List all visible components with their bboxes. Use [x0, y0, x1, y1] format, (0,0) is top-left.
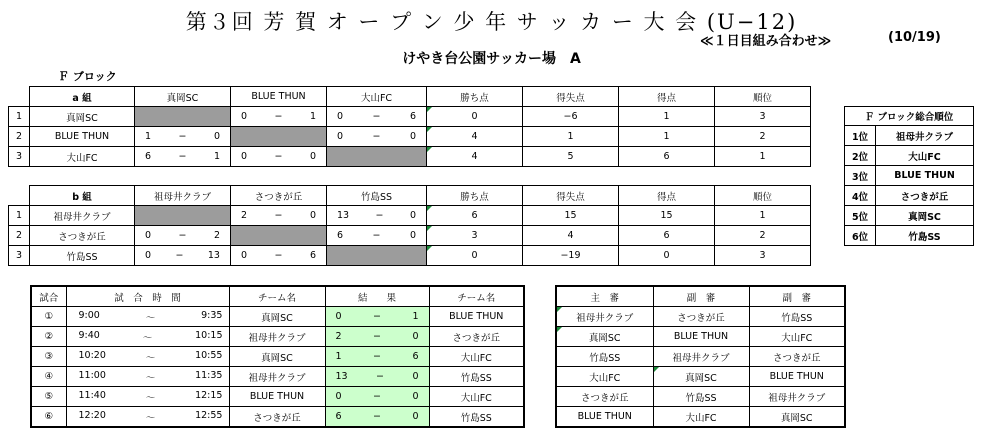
goal-diff-cell: 15 [523, 206, 619, 226]
row-number: 1 [9, 206, 30, 226]
away-team: 竹島SS [429, 367, 524, 387]
header-match: 試合 [31, 286, 66, 307]
overall-rank: 6位 [845, 226, 876, 246]
table-row [9, 206, 811, 226]
score-cell: 6 − 1 [135, 147, 231, 167]
header-team2: チーム名 [429, 286, 524, 307]
score-cell: 0 − 6 [327, 107, 427, 127]
rank-cell: 2 [715, 127, 811, 147]
match-result: 0 − 1 [325, 307, 429, 327]
page-subtitle: ≪１日目組み合わせ≫ [700, 34, 832, 49]
chief-referee: 大山FC [556, 367, 653, 387]
self-cell [231, 226, 327, 246]
header-goals: 得点 [619, 87, 715, 107]
assistant-referee: 真岡SC [653, 367, 749, 387]
group-a-label: a 組 [30, 87, 135, 107]
team-name: 祖母井クラブ [30, 206, 135, 226]
header-goals: 得点 [619, 186, 715, 206]
table-row [31, 307, 524, 327]
table-row [556, 367, 845, 387]
assistant-referee: 竹島SS [653, 387, 749, 407]
match-number: ⑤ [31, 387, 66, 407]
team-name: BLUE THUN [30, 127, 135, 147]
table-row [845, 146, 974, 166]
assistant-referee: BLUE THUN [653, 327, 749, 347]
self-cell [231, 127, 327, 147]
assistant-referee: さつきが丘 [749, 347, 845, 367]
table-row [9, 127, 811, 147]
header-result: 結 果 [325, 286, 429, 307]
block-label: Ｆ ブロック [58, 70, 117, 83]
self-cell [327, 147, 427, 167]
overall-rank: 1位 [845, 126, 876, 146]
match-time: 9:00 〜 9:35 [66, 307, 229, 327]
goal-diff-cell: −19 [523, 246, 619, 266]
overall-team: BLUE THUN [876, 166, 974, 186]
assistant-referee: 真岡SC [749, 407, 845, 428]
goal-diff-cell: 4 [523, 226, 619, 246]
home-team: さつきが丘 [229, 407, 325, 428]
table-row [845, 226, 974, 246]
points-cell: 0 [427, 246, 523, 266]
rank-cell: 2 [715, 226, 811, 246]
match-number: ⑥ [31, 407, 66, 428]
match-number: ② [31, 327, 66, 347]
overall-team: 祖母井クラブ [876, 126, 974, 146]
table-row [556, 327, 845, 347]
home-team: BLUE THUN [229, 387, 325, 407]
goal-diff-cell: 5 [523, 147, 619, 167]
rank-cell: 1 [715, 147, 811, 167]
points-cell: 0 [427, 107, 523, 127]
table-row [845, 126, 974, 146]
table-row [9, 246, 811, 266]
schedule-table [30, 285, 525, 428]
team-name: 真岡SC [30, 107, 135, 127]
away-team: 大山FC [429, 347, 524, 367]
referee-table [555, 285, 846, 428]
table-row [845, 206, 974, 226]
header-assistant-referee: 副 審 [653, 286, 749, 307]
match-time: 10:20 〜 10:55 [66, 347, 229, 367]
row-number: 3 [9, 246, 30, 266]
row-number: 1 [9, 107, 30, 127]
overall-team: さつきが丘 [876, 186, 974, 206]
overall-rank: 4位 [845, 186, 876, 206]
header-chief-referee: 主 審 [556, 286, 653, 307]
group-b-col-team: さつきが丘 [231, 186, 327, 206]
match-result: 13 − 0 [325, 367, 429, 387]
chief-referee: 真岡SC [556, 327, 653, 347]
goals-cell: 1 [619, 127, 715, 147]
match-time: 11:40 〜 12:15 [66, 387, 229, 407]
match-number: ① [31, 307, 66, 327]
points-cell: 3 [427, 226, 523, 246]
score-cell: 0 − 0 [327, 127, 427, 147]
group-b-table [8, 185, 811, 266]
chief-referee: 祖母井クラブ [556, 307, 653, 327]
header-rank: 順位 [715, 87, 811, 107]
header-goal-diff: 得失点 [523, 186, 619, 206]
score-cell: 13 − 0 [327, 206, 427, 226]
rank-cell: 3 [715, 246, 811, 266]
score-cell: 6 − 0 [327, 226, 427, 246]
score-cell: 0 − 0 [231, 147, 327, 167]
points-cell: 6 [427, 206, 523, 226]
table-row [31, 347, 524, 367]
goals-cell: 6 [619, 147, 715, 167]
header-points: 勝ち点 [427, 87, 523, 107]
table-row [556, 387, 845, 407]
goals-cell: 6 [619, 226, 715, 246]
group-a-table [8, 86, 811, 167]
self-cell [327, 246, 427, 266]
score-cell: 0 − 2 [135, 226, 231, 246]
match-result: 1 − 6 [325, 347, 429, 367]
team-name: 竹島SS [30, 246, 135, 266]
header-goal-diff: 得失点 [523, 87, 619, 107]
assistant-referee: 大山FC [653, 407, 749, 428]
table-row [31, 387, 524, 407]
away-team: 大山FC [429, 387, 524, 407]
goal-diff-cell: −6 [523, 107, 619, 127]
table-row [31, 407, 524, 428]
table-row [556, 407, 845, 428]
header-time: 試 合 時 間 [66, 286, 229, 307]
table-row [845, 166, 974, 186]
overall-team: 大山FC [876, 146, 974, 166]
assistant-referee: 大山FC [749, 327, 845, 347]
assistant-referee: BLUE THUN [749, 367, 845, 387]
home-team: 真岡SC [229, 307, 325, 327]
overall-team: 真岡SC [876, 206, 974, 226]
overall-team: 竹島SS [876, 226, 974, 246]
away-team: BLUE THUN [429, 307, 524, 327]
table-row [9, 226, 811, 246]
table-row [9, 107, 811, 127]
table-row [31, 327, 524, 347]
rank-cell: 1 [715, 206, 811, 226]
table-row [9, 147, 811, 167]
group-a-col-team: 大山FC [327, 87, 427, 107]
header-rank: 順位 [715, 186, 811, 206]
score-cell: 2 − 0 [231, 206, 327, 226]
overall-rank: 3位 [845, 166, 876, 186]
score-cell: 1 − 0 [135, 127, 231, 147]
score-cell: 0 − 13 [135, 246, 231, 266]
points-cell: 4 [427, 147, 523, 167]
self-cell [135, 107, 231, 127]
goals-cell: 0 [619, 246, 715, 266]
group-a-col-team: 真岡SC [135, 87, 231, 107]
header-team1: チーム名 [229, 286, 325, 307]
header-points: 勝ち点 [427, 186, 523, 206]
table-row [556, 347, 845, 367]
page-title: 第３回 芳 賀 オ ー プ ン 少 年 サ ッ カ ー 大 会 (U−12) [185, 10, 798, 34]
team-name: 大山FC [30, 147, 135, 167]
header-assistant-referee: 副 審 [749, 286, 845, 307]
row-number: 3 [9, 147, 30, 167]
self-cell [135, 206, 231, 226]
match-number: ③ [31, 347, 66, 367]
overall-rank: 5位 [845, 206, 876, 226]
group-a-col-team: BLUE THUN [231, 87, 327, 107]
overall-ranking-table [844, 106, 974, 246]
home-team: 祖母井クラブ [229, 367, 325, 387]
match-time: 12:20 〜 12:55 [66, 407, 229, 428]
match-time: 9:40 〜 10:15 [66, 327, 229, 347]
event-date: (10/19) [888, 30, 941, 45]
row-number: 2 [9, 226, 30, 246]
points-cell: 4 [427, 127, 523, 147]
overall-header: Ｆ ブロック総合順位 [845, 107, 974, 126]
match-result: 6 − 0 [325, 407, 429, 428]
group-b-label: b 組 [30, 186, 135, 206]
overall-rank: 2位 [845, 146, 876, 166]
assistant-referee: 祖母井クラブ [653, 347, 749, 367]
chief-referee: さつきが丘 [556, 387, 653, 407]
score-cell: 0 − 6 [231, 246, 327, 266]
home-team: 祖母井クラブ [229, 327, 325, 347]
away-team: 竹島SS [429, 407, 524, 428]
assistant-referee: さつきが丘 [653, 307, 749, 327]
match-number: ④ [31, 367, 66, 387]
match-result: 2 − 0 [325, 327, 429, 347]
away-team: さつきが丘 [429, 327, 524, 347]
chief-referee: 竹島SS [556, 347, 653, 367]
row-number: 2 [9, 127, 30, 147]
home-team: 真岡SC [229, 347, 325, 367]
goal-diff-cell: 1 [523, 127, 619, 147]
assistant-referee: 竹島SS [749, 307, 845, 327]
assistant-referee: 祖母井クラブ [749, 387, 845, 407]
table-row [31, 367, 524, 387]
team-name: さつきが丘 [30, 226, 135, 246]
score-cell: 0 − 1 [231, 107, 327, 127]
match-time: 11:00 〜 11:35 [66, 367, 229, 387]
goals-cell: 1 [619, 107, 715, 127]
venue-name: けやき台公園サッカー場 A [402, 51, 581, 67]
rank-cell: 3 [715, 107, 811, 127]
group-b-col-team: 竹島SS [327, 186, 427, 206]
match-result: 0 − 0 [325, 387, 429, 407]
chief-referee: BLUE THUN [556, 407, 653, 428]
goals-cell: 15 [619, 206, 715, 226]
table-row [845, 186, 974, 206]
group-b-col-team: 祖母井クラブ [135, 186, 231, 206]
table-row [556, 307, 845, 327]
